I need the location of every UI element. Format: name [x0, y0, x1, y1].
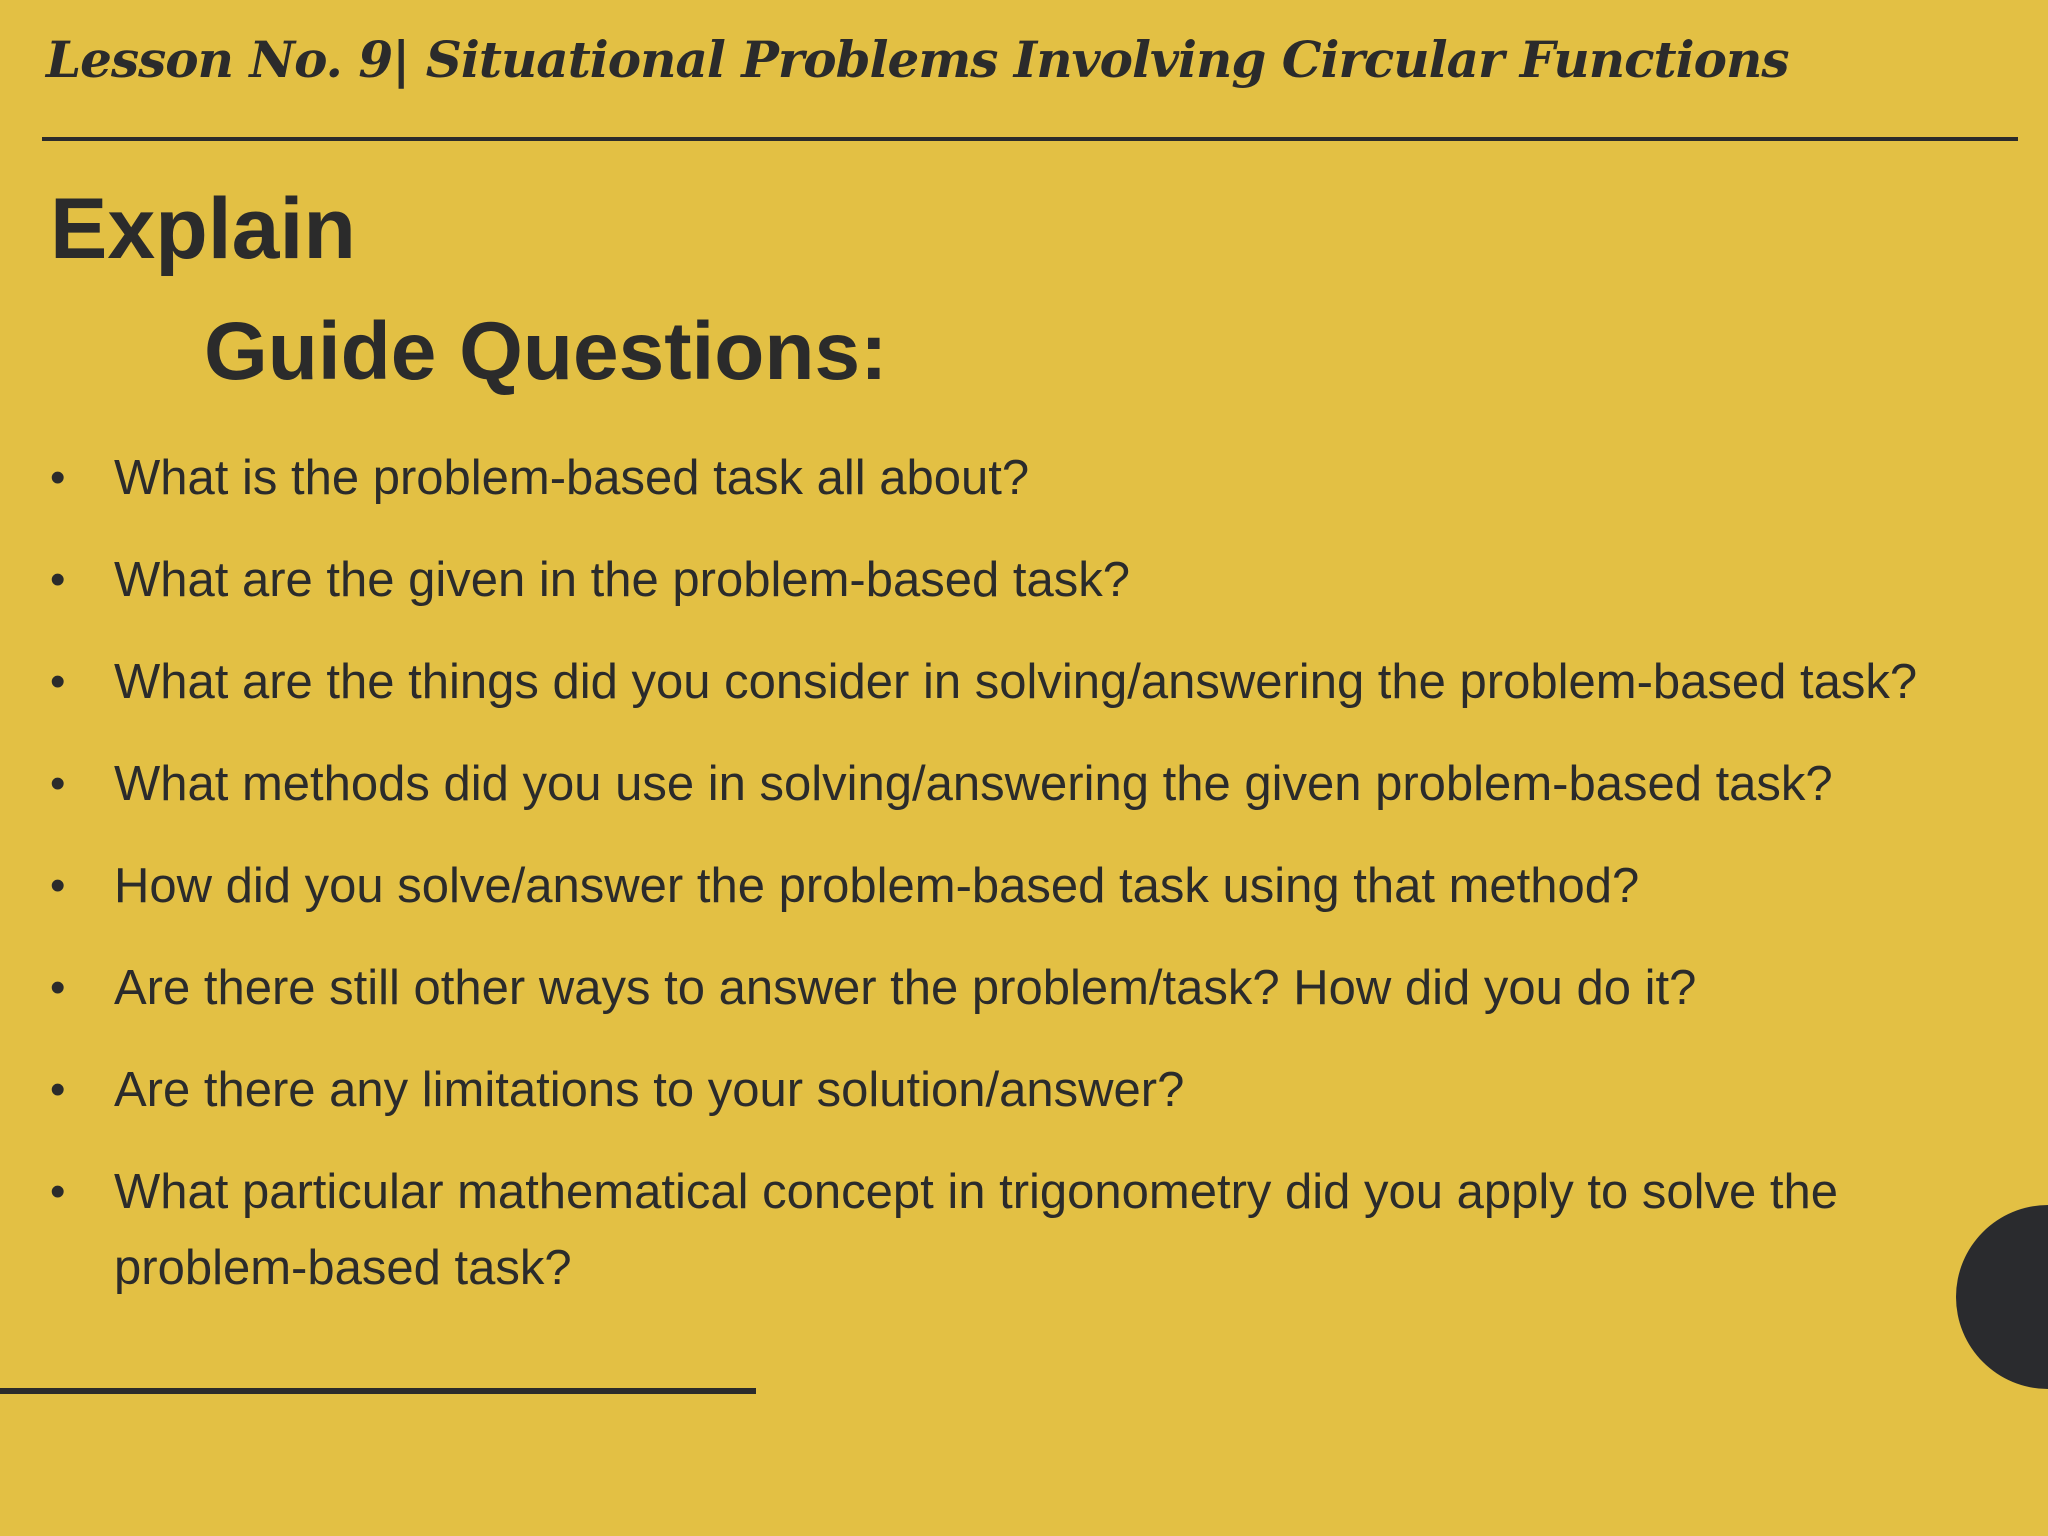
bullet-icon: •	[50, 453, 66, 502]
list-item	[0, 440, 2026, 516]
bullet-icon: •	[50, 657, 66, 706]
list-item	[0, 950, 2026, 1026]
question-text: What particular mathematical concept in trigonometry did you apply to solve the problem-based task?	[114, 1165, 1839, 1295]
header-divider	[42, 137, 2018, 141]
question-text: Are there any limitations to your solution/answer?	[114, 1063, 1185, 1117]
guide-questions-heading: Guide Questions:	[204, 306, 888, 397]
bullet-icon: •	[50, 861, 66, 910]
bullet-icon: •	[50, 1065, 66, 1114]
question-text: What is the problem-based task all about?	[114, 451, 1030, 505]
list-item	[0, 542, 2026, 618]
bullet-icon: •	[50, 1167, 66, 1216]
list-item	[0, 848, 2026, 924]
bullet-icon: •	[50, 555, 66, 604]
question-text: What are the given in the problem-based task?	[114, 553, 1130, 607]
list-item	[0, 1052, 2026, 1128]
question-text: Are there still other ways to answer the problem/task? How did you do it?	[114, 961, 1697, 1015]
question-text: How did you solve/answer the problem-based task using that method?	[114, 859, 1640, 913]
list-item	[0, 644, 2026, 720]
guide-questions-list	[0, 440, 2048, 1332]
bullet-icon: •	[50, 759, 66, 808]
list-item	[0, 746, 2026, 822]
section-title: Explain	[50, 181, 356, 277]
lesson-title: Lesson No. 9| Situational Problems Involving Circular Functions	[46, 30, 1789, 89]
question-text: What methods did you use in solving/answering the given problem-based task?	[114, 757, 1833, 811]
bullet-icon: •	[50, 963, 66, 1012]
list-item	[0, 1154, 2026, 1306]
bottom-divider	[0, 1388, 756, 1394]
question-text: What are the things did you consider in solving/answering the problem-based task?	[114, 655, 1918, 709]
